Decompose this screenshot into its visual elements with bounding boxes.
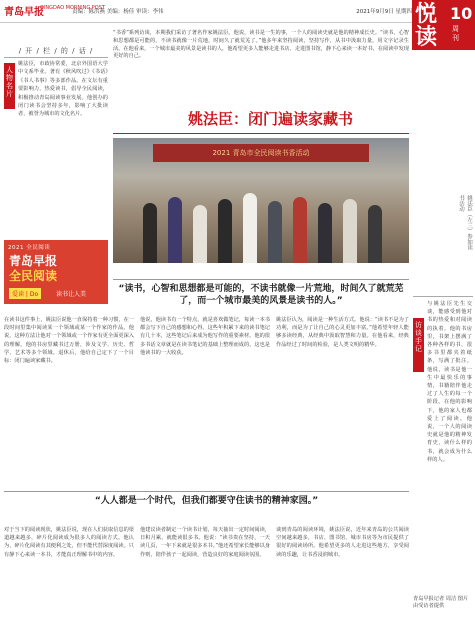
brand-weekly: 周刊 [452,25,459,42]
article-title: 姚法臣：闭门遍读家藏书 [188,110,354,128]
lead-paragraph: “书香”系列访谈，本期我们采访了著名作家姚法臣。他说，读书是一生的事，一个人的阅读史就是他的精神成长史。“读书，心智和思想都是可能的，不读书就像一片荒地，时间久了就荒芜了。”他多年来坚持阅读，坚持写作，从书中汲取力量，用文字记录生活。在他看来，一个城市最美的风景是读书的人，他希望更多人能够走进书店、走进图书馆，静下心来读一本好书，在阅读中发现更好的自己。 [113,30,409,60]
column-divider [4,57,108,58]
brand-char-yue: 悦 [415,1,438,27]
poster-slogan: 读书让人美 [56,291,87,298]
photo-person [168,197,182,263]
photo-person [268,201,282,263]
poster-top-text: 2021 全民阅读 [8,245,51,251]
title-divider [113,133,409,134]
editor-info: 责编：陈洪燕 美编：杨佳 审读：李伟 [72,9,164,15]
photo-person [218,199,232,263]
event-photo [113,138,409,263]
column-title: / 开 / 栏 / 的 / 话 / [18,47,94,55]
pull-quote-1: “读书，心智和思想都是可能的，不读书就像一片荒地，时间久了就荒芜了，而一个城市最美的风景是读书的人。” [118,284,404,306]
body-column-1: 在读书这件事上，姚法臣说他一直保持着一种习惯，在一段时间里集中阅读某一个领域或某一个作家的作品。他说，这种方法让他对一个领域或一个作家有更全面更深入的理解。他的书房里藏书过万册，涉及文学、历史、哲学、艺术等多个领域。退休后，他给自己定下了一个目标：闭门遍读家藏书。 [4,317,134,365]
section-brand [412,0,475,50]
profile-intro: 姚法臣，市政协常委，北京外国语大学中文系毕业。著有《秋风吹过》《书话》《书人书事》等多部作品。在文坛有重要影响力，热爱读书，倡导全民阅读，积极推动青岛阅读事业发展。他创办的闭门读书会坚持多年，影响了大批读者，被誉为城市的文化名片。 [18,61,108,118]
pull-quote-2: “人人都是一个时代，但我们都要守住读书的精神家园。” [94,496,319,506]
photo-person [368,205,382,263]
brand-number: 10 [450,4,473,23]
photo-person [143,203,157,263]
photo-person [293,197,307,263]
quote-divider [113,279,409,280]
photo-caption: 姚法臣（左三）参加读书活动 [458,195,472,250]
profile-label: 人物名片 [4,63,15,109]
photo-person [243,193,257,263]
issue-date: 2021年9月9日 星期四 [356,9,412,15]
body-column-2: 他说，他读书有一个特点，就是喜欢做笔记，每读一本书都会写下自己的感想和心得。这些年积累下来的读书笔记有几十本，这些笔记后来成为他写作的重要素材。他的很多书话文章就是在读书笔记的基础上整理而成的，这也是他读书的一大收获。 [140,317,270,356]
poster-headline-2: 全民阅读 [9,269,58,283]
body-column-6: 谈到青岛的阅读环境，姚法臣说，近年来青岛的公共阅读空间越来越多，书店、图书馆、城市书房等为市民提供了很好的阅读场所。他希望更多的人走进这些地方，享受阅读的乐趣，让书香浸润城市。 [276,527,409,558]
sidebar-label: 访谈手记 [413,318,424,372]
brand-char-du: 读 [415,24,438,50]
photo-person [193,205,207,263]
promo-poster [4,240,108,304]
newspaper-logo-subtitle: QINGDAO MORNING POST [40,5,105,11]
quote-divider [4,491,409,492]
newspaper-logo: 青岛早报 [4,7,44,18]
sidebar-text: 与姚法臣先生交谈，能感受到他对书的热爱和对阅读的执着。他的书房里，书架上摆满了各种各样的书，很多书里都夹着纸条，写满了批注。他说，读书是他一生中最快乐的事情，书籍陪伴他走过了人生的每一个阶段。在他的影响下，他的家人也都爱上了阅读。他说，一个人的阅读史就是他的精神发育史，读什么样的书，就会成为什么样的人。 [427,301,472,463]
photo-person [343,199,357,263]
body-column-3: 姚法臣认为，阅读是一种生活方式。他说：“读书不是为了功利，而是为了让自己的心灵更加丰富。”他希望年轻人能够多读经典，从经典中汲取智慧和力量。在他看来，经典作品经过了时间的检验，是人类文明的精华。 [276,317,409,348]
photo-person [318,203,332,263]
poster-tag: 爱读 | Do [9,288,41,299]
byline: 青岛早报记者 周洁 图片由受访者提供 [413,596,469,609]
photo-banner: 2021 青岛市全民阅读书香活动 [153,144,369,162]
body-column-4: 对于当下的阅读现状，姚法臣说，现在人们获取信息的渠道越来越多，碎片化阅读成为很多人的阅读方式。他认为，碎片化阅读有其便利之处，但不能代替深度阅读。只有静下心来读一本书，才能真正理解书中的内容。 [4,527,134,558]
sidebar-divider [413,296,473,297]
poster-headline-1: 青岛早报 [9,254,58,268]
body-column-5: 他建议读者制定一个读书计划，每天抽出一定时间阅读，日积月累，就能读很多书。他说：“读书贵在坚持，一天读几页，一年下来就是很多本书。”他还希望家长能够以身作则，陪伴孩子一起阅读，营造良好的家庭阅读氛围。 [140,527,270,558]
